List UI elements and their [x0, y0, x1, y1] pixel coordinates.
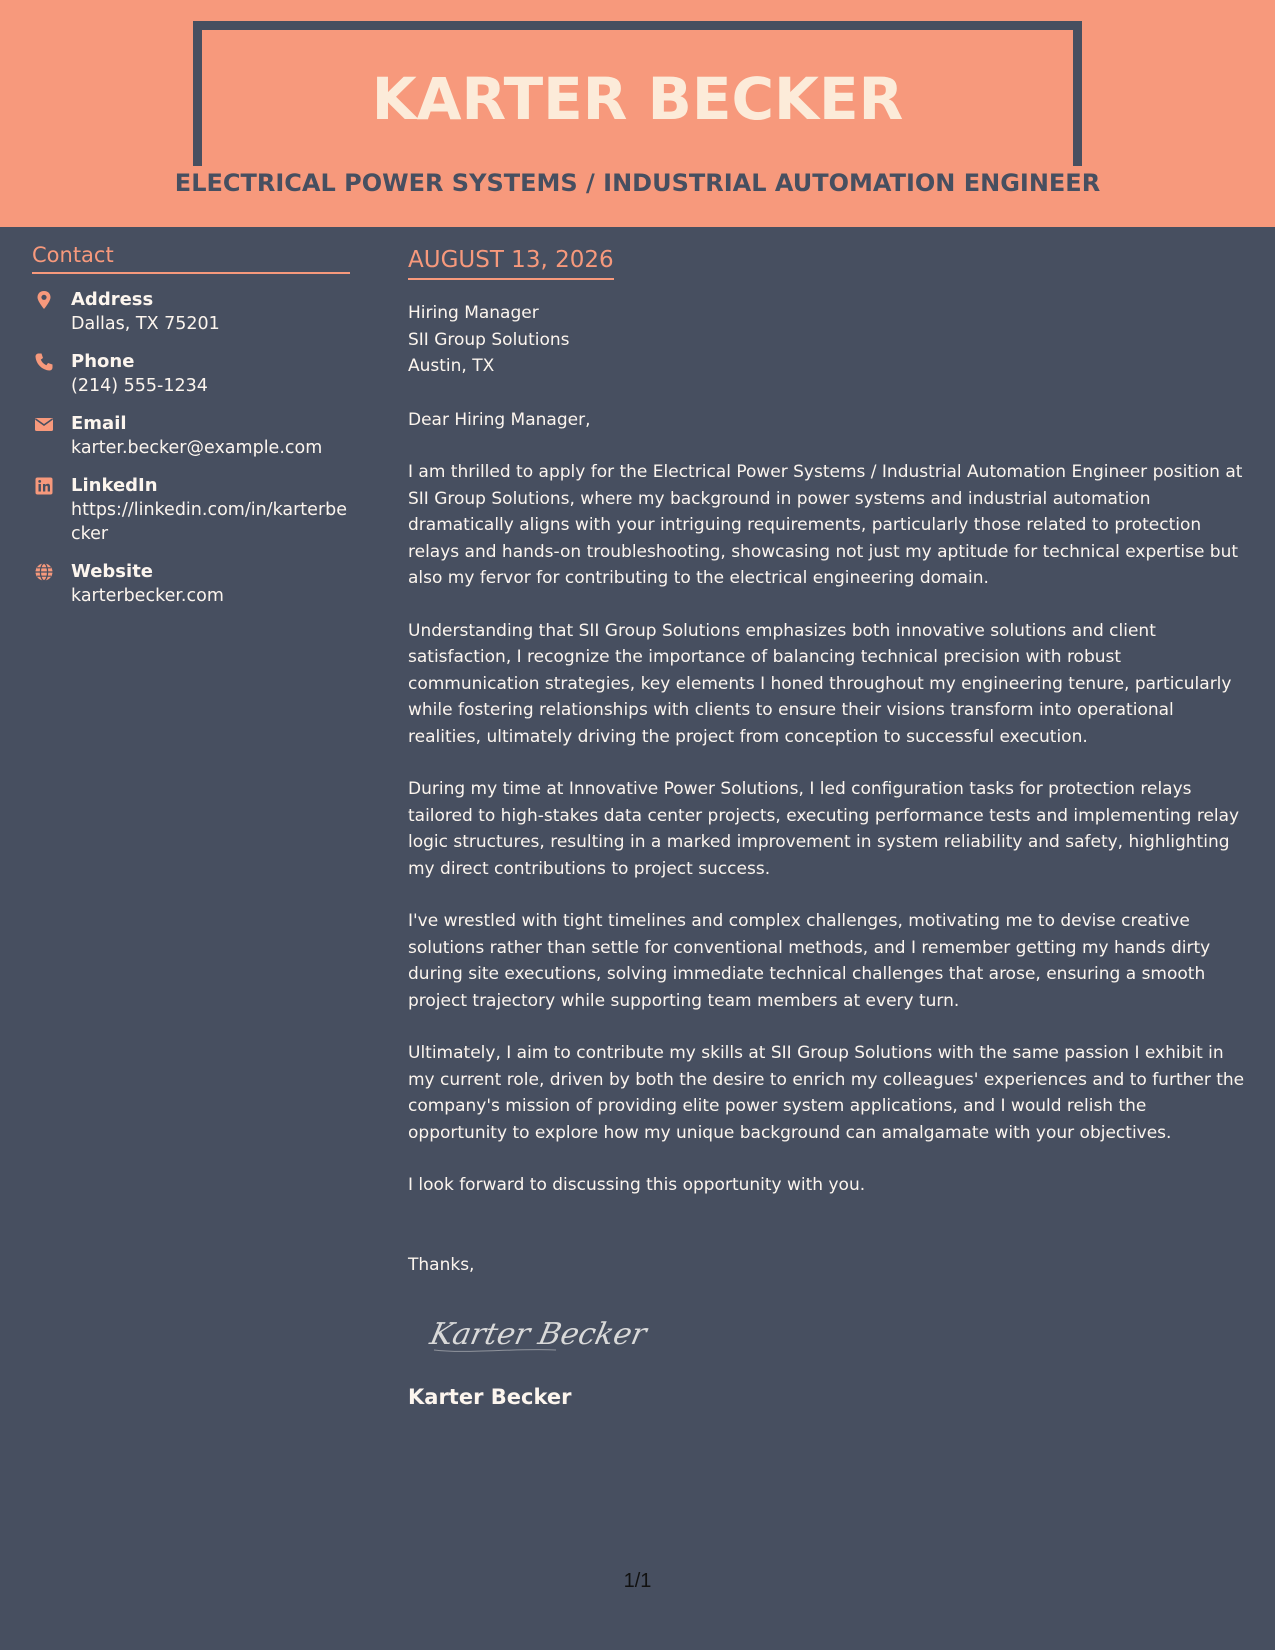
paragraph: During my time at Innovative Power Solutions, I led configuration tasks for protection relays tailored to high-stakes data center projects, executing performance tests and implementing relay logic structures, resulting in a marked improvement in system reliability and safety, highlighting my direct contributions to project success. — [408, 779, 1240, 879]
signature-text: Karter Becker — [426, 1317, 650, 1352]
contact-email — [32, 412, 350, 460]
paragraph: I look forward to discussing this opportunity with you. — [408, 1175, 866, 1195]
globe-icon — [34, 562, 54, 582]
paragraph: I am thrilled to apply for the Electrical Power Systems / Industrial Automation Engineer position at SII Group Solutions, where my background in power systems and industrial automation dramatically aligns with your intriguing requirements, particularly those related to protection relays and hands-on troubleshooting, showcasing not just my aptitude for technical expertise but also my fervor for contributing to the electrical engineering domain. — [408, 462, 1243, 588]
paragraph: I've wrestled with tight timelines and complex challenges, motivating me to devise creative solutions rather than settle for conventional methods, and I remember getting my hands dirty during site executions, solving immediate technical challenges that arose, ensuring a smooth project trajectory while supporting team members at every turn. — [408, 911, 1211, 1011]
paragraph: Understanding that SII Group Solutions emphasizes both innovative solutions and client satisfaction, I recognize the importance of balancing technical precision with robust communication strategies, key elements I honed throughout my engineering tenure, particularly while fostering relationships with clients to ensure their visions transform into operational realities, ultimately driving the project from conception to successful execution. — [408, 620, 1232, 747]
phone-icon — [34, 352, 54, 372]
page-number: 1/1 — [623, 1570, 652, 1592]
candidate-name: KARTER BECKER — [371, 65, 904, 133]
location-pin-icon — [34, 290, 54, 310]
linkedin-icon — [34, 476, 54, 496]
contact-label: Address — [71, 289, 154, 310]
contact-value: karter.becker@example.com — [71, 438, 323, 458]
signer-name: Karter Becker — [408, 1385, 572, 1409]
contact-website — [32, 560, 350, 608]
contact-value[interactable]: https://linkedin.com/in/karterbecker — [71, 500, 348, 544]
closing: Thanks, — [408, 1254, 475, 1275]
recipient-line: SII Group Solutions — [408, 329, 570, 350]
contact-label: Email — [71, 413, 127, 434]
contact-sidebar — [32, 240, 350, 608]
letter-date: AUGUST 13, 2026 — [408, 244, 614, 280]
contact-label: Website — [71, 561, 154, 582]
signature-image — [426, 1300, 666, 1360]
header-banner — [0, 0, 1275, 227]
recipient-line: Hiring Manager — [408, 303, 539, 323]
recipient-line: Austin, TX — [408, 356, 495, 376]
salutation: Dear Hiring Manager, — [408, 409, 591, 430]
recipient-block — [408, 300, 1250, 380]
paragraph: Ultimately, I aim to contribute my skills at SII Group Solutions with the same passion I exhibit in my current role, driven by both the desire to enrich my colleagues' experiences and to further the company's mission of providing elite power system applications, and I would relish the opportunity to explore how my unique background can amalgamate with your objectives. — [408, 1043, 1245, 1143]
job-title: ELECTRICAL POWER SYSTEMS / INDUSTRIAL AUTOMATION ENGINEER — [174, 169, 1101, 197]
contact-phone — [32, 350, 350, 398]
contact-label: Phone — [71, 351, 135, 372]
envelope-icon — [34, 414, 54, 434]
letter-body — [408, 244, 1250, 1411]
contact-linkedin — [32, 474, 350, 546]
contact-value: Dallas, TX 75201 — [71, 314, 220, 334]
contact-address — [32, 288, 350, 336]
contact-label: LinkedIn — [71, 475, 158, 496]
contact-heading: Contact — [32, 240, 350, 274]
contact-value[interactable]: karterbecker.com — [71, 586, 224, 606]
contact-value: (214) 555-1234 — [71, 376, 208, 396]
